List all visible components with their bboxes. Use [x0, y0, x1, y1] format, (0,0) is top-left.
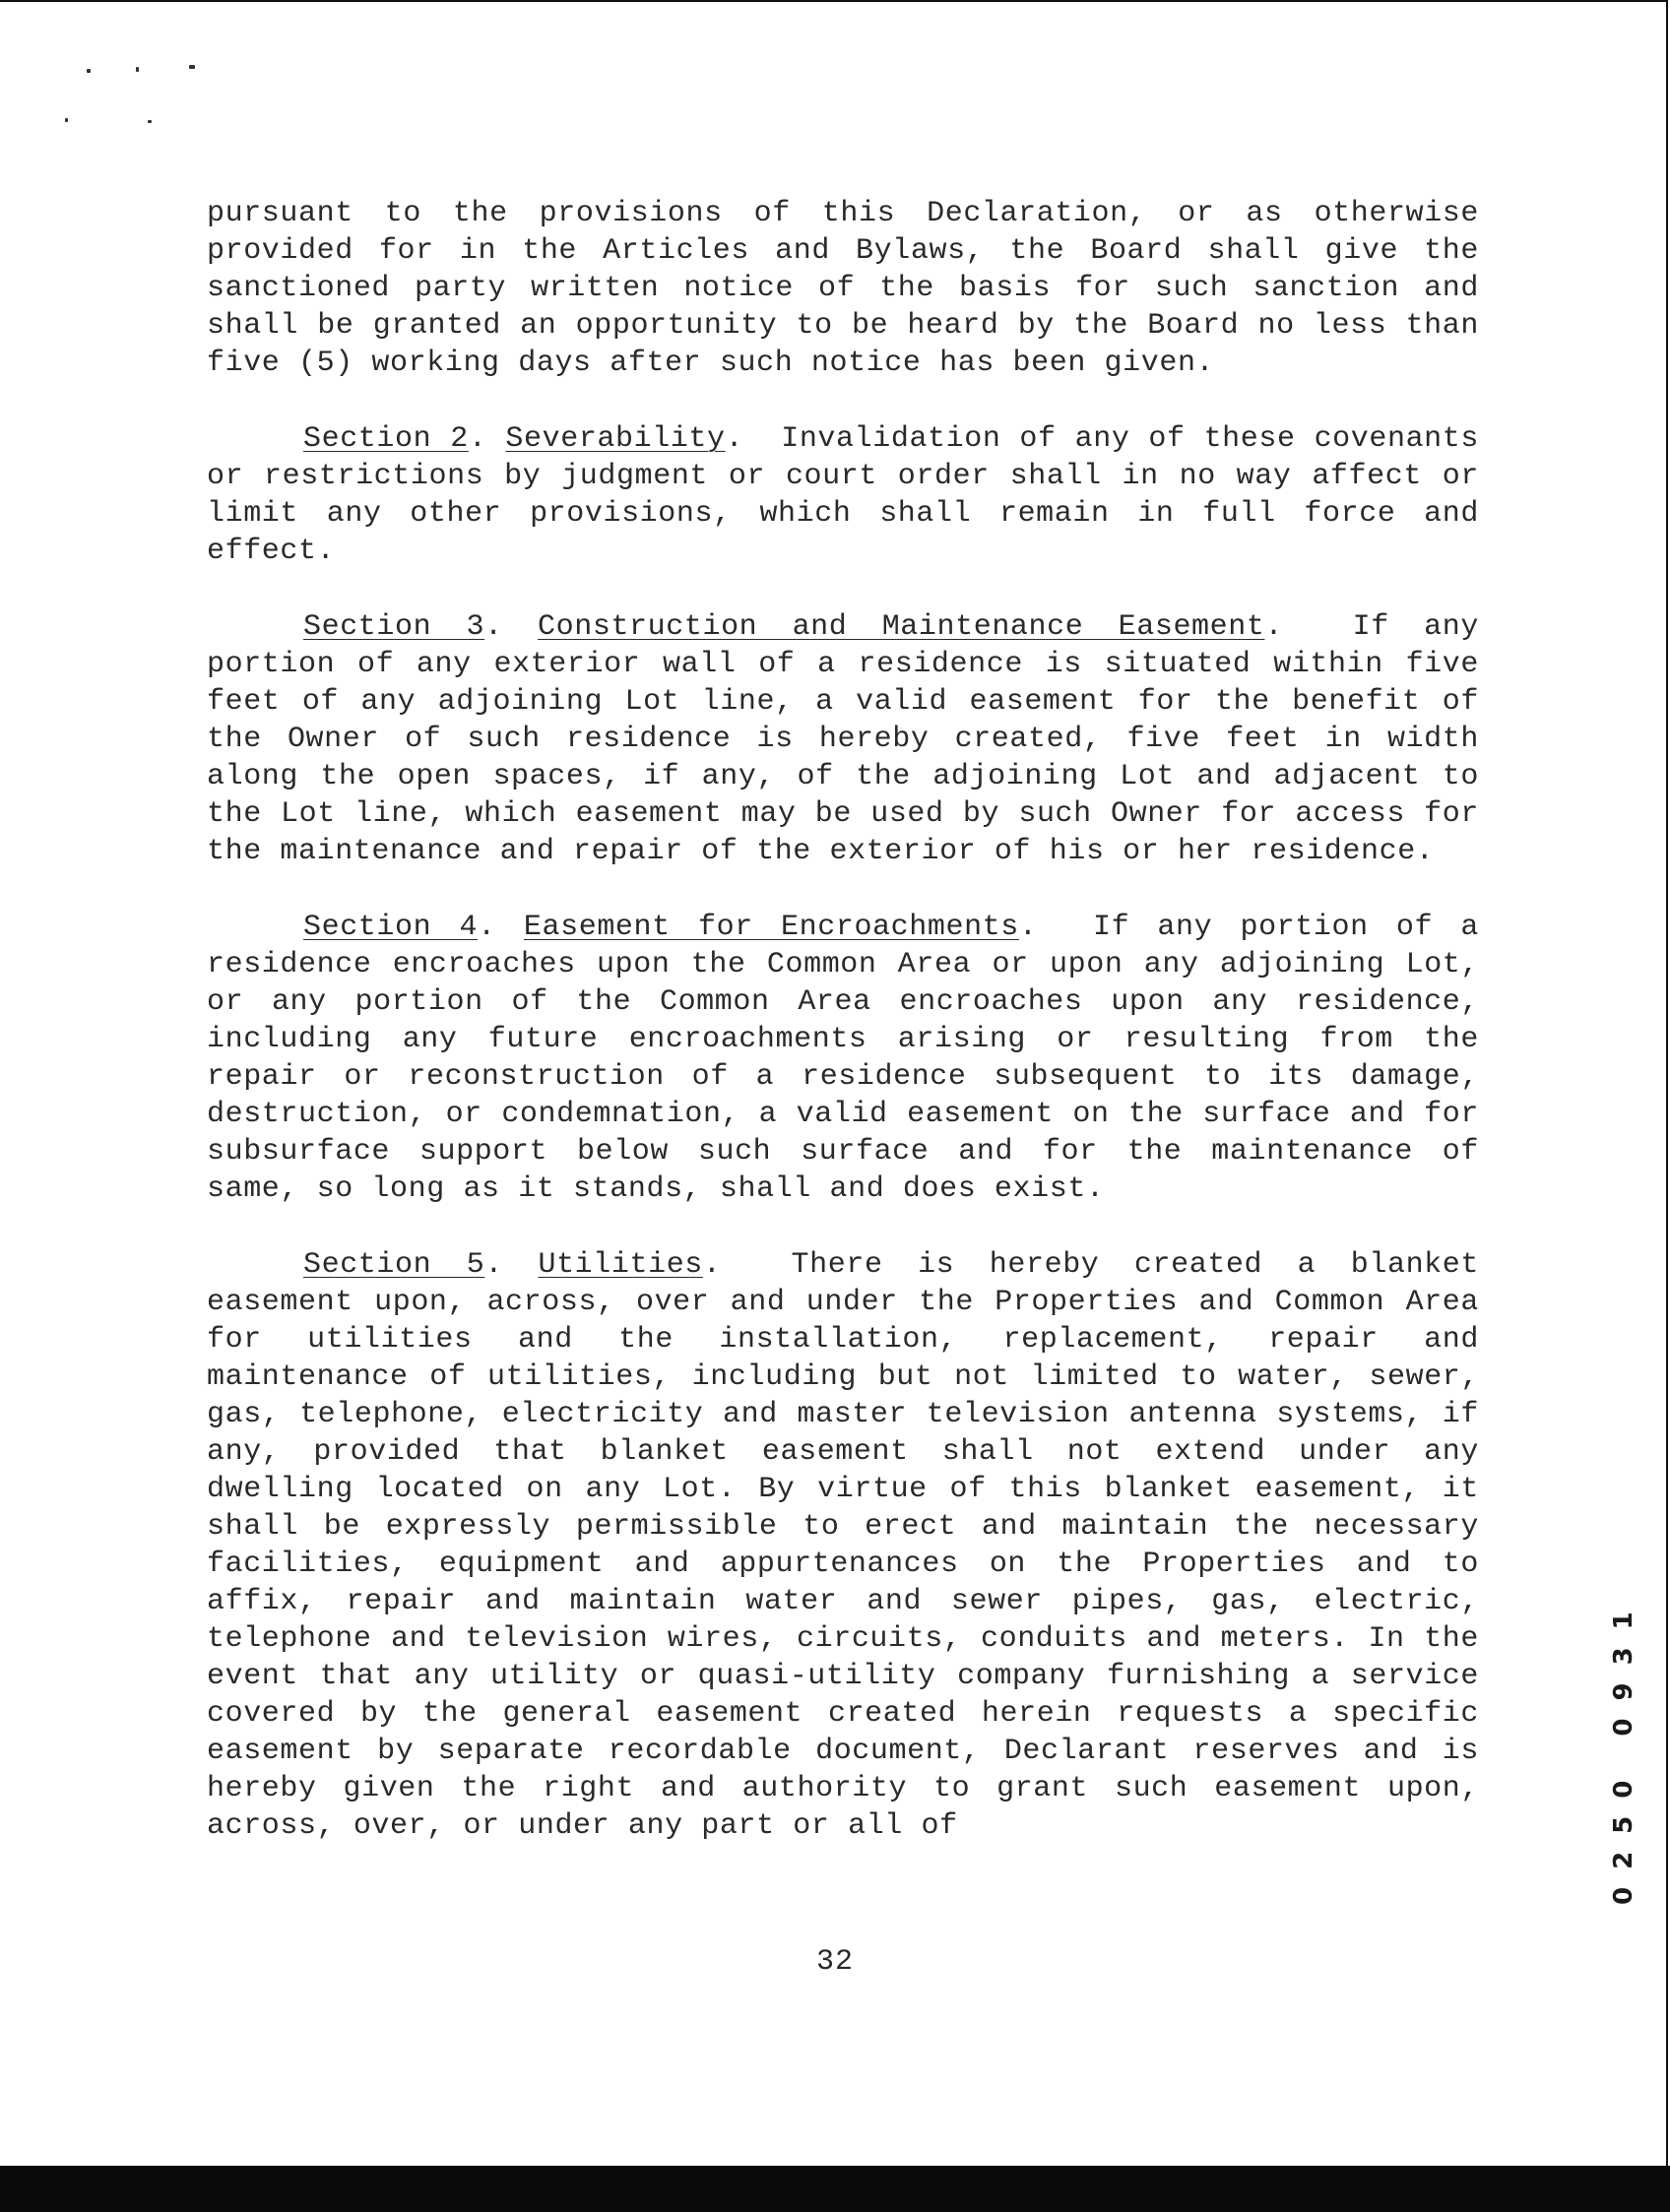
section-title: Utilities [538, 1248, 703, 1282]
section-text: If any portion of any exterior wall of a residence is situated within five feet of any adjoining Lot line, a valid easement for the benefit of the Owner of such residence is hereby created, five feet in width along the open spaces, if any, of the adjoining Lot and adjacent to the Lot line, which easement may be used by such Owner for access for the maintenance and repair of the exterior of his or her residence. [207, 610, 1479, 868]
section-text: Invalidation of any of these covenants or restrictions by judgment or court order shall in no way affect or limit any other provisions, which shall remain in full force and effect. [207, 422, 1479, 568]
section-title: Construction and Maintenance Easement [538, 610, 1265, 644]
stamp-number: 0250 0931 [1609, 1594, 1638, 1905]
paragraph-continued [207, 195, 1479, 382]
margin-stamp [1610, 1555, 1638, 1905]
section-title: Severability [505, 422, 726, 456]
section-title: Easement for Encroachments [523, 911, 1019, 944]
section-text: There is hereby created a blanket easement upon, across, over and under the Properties and Common Area for utilities and the installation, replacement, repair and maintenance of utilities, including but not limited to water, sewer, gas, telephone, electricity and master television antenna systems, if any, provided that blanket easement shall not extend under any dwelling located on any Lot. By virtue of this blanket easement, it shall be expressly permissible to erect and maintain the necessary facilities, equipment and appurtenances on the Properties and to affix, repair and maintain water and sewer pipes, gas, electric, telephone and television wires, circuits, conduits and meters. In the event that any utility or quasi-utility company furnishing a service covered by the general easement created herein requests a specific easement by separate recordable document, Declarant reserves and is hereby given the right and authority to grant such easement upon, across, over, or under any part or all of [207, 1248, 1479, 1843]
scan-bottom-edge [0, 2166, 1670, 2212]
section-label: Section 3 [303, 610, 485, 644]
section-text: If any portion of a residence encroaches upon the Common Area or upon any adjoining Lot, or any portion of the Common Area encroaches upon any residence, including any future encroachments arising or resulting from the repair or reconstruction of a residence subsequent to its damage, destruction, or condemnation, a valid easement on the surface and for subsurface support below such surface and for the maintenance of same, so long as it stands, shall and does exist. [207, 911, 1479, 1206]
section-5-utilities: Section 5. Utilities. There is hereby created a blanket easement upon, across, over and under the Properties and Common Area for utilities and the installation, replacement, repair and maintenance of utilities, including but not limited to water, sewer, gas, telephone, electricity and master television antenna systems, if any, provided that blanket easement shall not extend under any dwelling located on any Lot. By virtue of this blanket easement, it shall be expressly permissible to erect and maintain the necessary facilities, equipment and appurtenances on the Properties and to affix, repair and maintain water and sewer pipes, gas, electric, telephone and television wires, circuits, conduits and meters. In the event that any utility or quasi-utility company furnishing a service covered by the general easement created herein requests a specific easement by separate recordable document, Declarant reserves and is hereby given the right and authority to grant such easement upon, across, over, or under any part or all of [207, 1248, 1479, 1843]
page-number: 32 [815, 1945, 854, 1979]
section-label: Section 5 [303, 1248, 485, 1282]
section-2-severability: Section 2. Severability. Invalidation of any of these covenants or restrictions by judgment or court order shall in no way affect or limit any other provisions, which shall remain in full force and effect. [207, 422, 1479, 568]
document-body [207, 195, 1479, 1883]
paragraph-text: pursuant to the provisions of this Declaration, or as otherwise provided for in the Articles and Bylaws, the Board shall give the sanctioned party written notice of the basis for such sanction and shall be granted an opportunity to be heard by the Board no less than five (5) working days after such notice has been given. [207, 197, 1479, 380]
section-4-encroachments: Section 4. Easement for Encroachments. If any portion of a residence encroaches upon the Common Area or upon any adjoining Lot, or any portion of the Common Area encroaches upon any residence, including any future encroachments arising or resulting from the repair or reconstruction of a residence subsequent to its damage, destruction, or condemnation, a valid easement on the surface and for subsurface support below such surface and for the maintenance of same, so long as it stands, shall and does exist. [207, 911, 1479, 1206]
section-label: Section 2 [303, 422, 469, 456]
section-label: Section 4 [303, 911, 479, 944]
section-3-construction-easement: Section 3. Construction and Maintenance Easement. If any portion of any exterior wall of a residence is situated within five feet of any adjoining Lot line, a valid easement for the benefit of the Owner of such residence is hereby created, five feet in width along the open spaces, if any, of the adjoining Lot and adjacent to the Lot line, which easement may be used by such Owner for access for the maintenance and repair of the exterior of his or her residence. [207, 610, 1479, 868]
scan-artifacts [57, 57, 165, 126]
